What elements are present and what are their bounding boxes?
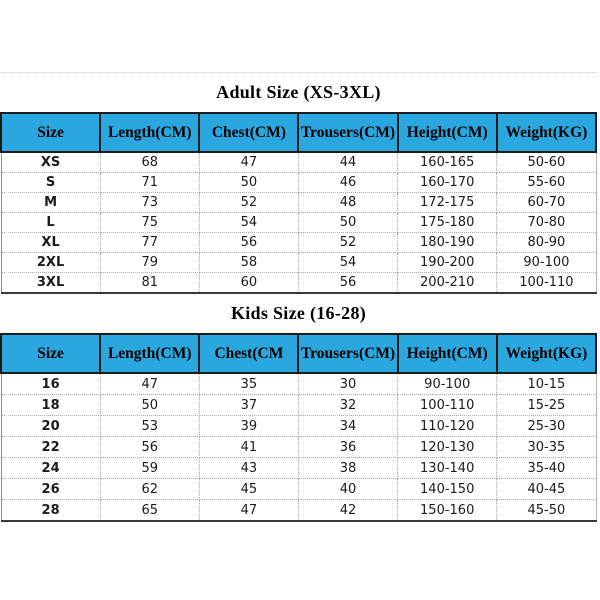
size-value: 39 — [199, 416, 298, 437]
size-value: 30 — [298, 373, 397, 395]
size-chart — [0, 72, 597, 522]
size-value: 47 — [199, 152, 298, 173]
adult-size-title: Adult Size (XS-3XL) — [0, 73, 597, 112]
size-value: 100-110 — [497, 273, 596, 294]
size-value: 41 — [199, 437, 298, 458]
size-label: 18 — [1, 395, 100, 416]
table-row — [1, 152, 596, 173]
size-value: 71 — [100, 173, 199, 193]
size-label: 16 — [1, 373, 100, 395]
size-value: 62 — [100, 479, 199, 500]
size-value: 32 — [298, 395, 397, 416]
table-row — [1, 233, 596, 253]
size-value: 52 — [298, 233, 397, 253]
size-label: S — [1, 173, 100, 193]
size-label: M — [1, 193, 100, 213]
adult-size-table — [0, 112, 597, 294]
column-header-chest-cm: Chest(CM — [199, 334, 298, 373]
table-row — [1, 395, 596, 416]
size-value: 160-170 — [398, 173, 497, 193]
adult-size-section — [0, 73, 597, 294]
table-row — [1, 479, 596, 500]
size-value: 120-130 — [398, 437, 497, 458]
size-value: 42 — [298, 500, 397, 522]
table-row — [1, 458, 596, 479]
kids-size-table — [0, 333, 597, 522]
table-row — [1, 253, 596, 273]
size-value: 80-90 — [497, 233, 596, 253]
size-value: 44 — [298, 152, 397, 173]
size-value: 50-60 — [497, 152, 596, 173]
size-value: 35-40 — [497, 458, 596, 479]
size-value: 45-50 — [497, 500, 596, 522]
kids-size-title: Kids Size (16-28) — [0, 294, 597, 333]
size-label: 26 — [1, 479, 100, 500]
column-header-size: Size — [1, 334, 100, 373]
size-label: 28 — [1, 500, 100, 522]
size-value: 38 — [298, 458, 397, 479]
size-value: 79 — [100, 253, 199, 273]
size-label: XL — [1, 233, 100, 253]
size-value: 100-110 — [398, 395, 497, 416]
column-header-height-cm: Height(CM) — [398, 113, 497, 152]
size-label: 3XL — [1, 273, 100, 294]
size-value: 56 — [100, 437, 199, 458]
size-label: XS — [1, 152, 100, 173]
size-label: 20 — [1, 416, 100, 437]
size-value: 46 — [298, 173, 397, 193]
size-value: 47 — [100, 373, 199, 395]
size-value: 90-100 — [398, 373, 497, 395]
size-value: 54 — [199, 213, 298, 233]
size-label: 22 — [1, 437, 100, 458]
size-value: 81 — [100, 273, 199, 294]
size-value: 50 — [199, 173, 298, 193]
table-row — [1, 193, 596, 213]
column-header-chest-cm: Chest(CM) — [199, 113, 298, 152]
size-label: L — [1, 213, 100, 233]
table-row — [1, 500, 596, 522]
size-value: 35 — [199, 373, 298, 395]
size-value: 40-45 — [497, 479, 596, 500]
size-value: 50 — [298, 213, 397, 233]
column-header-height-cm: Height(CM) — [398, 334, 497, 373]
size-value: 34 — [298, 416, 397, 437]
kids-size-section — [0, 294, 597, 522]
size-value: 140-150 — [398, 479, 497, 500]
size-value: 160-165 — [398, 152, 497, 173]
size-value: 50 — [100, 395, 199, 416]
size-value: 56 — [199, 233, 298, 253]
table-row — [1, 273, 596, 294]
size-value: 200-210 — [398, 273, 497, 294]
size-value: 65 — [100, 500, 199, 522]
size-value: 30-35 — [497, 437, 596, 458]
size-value: 60-70 — [497, 193, 596, 213]
table-row — [1, 173, 596, 193]
size-value: 110-120 — [398, 416, 497, 437]
size-value: 77 — [100, 233, 199, 253]
size-value: 90-100 — [497, 253, 596, 273]
size-value: 36 — [298, 437, 397, 458]
column-header-trousers-cm: Trousers(CM) — [298, 334, 397, 373]
header-row — [1, 334, 596, 373]
column-header-length-cm: Length(CM) — [100, 113, 199, 152]
size-value: 47 — [199, 500, 298, 522]
header-row — [1, 113, 596, 152]
column-header-weight-kg: Weight(KG) — [497, 334, 596, 373]
size-value: 55-60 — [497, 173, 596, 193]
size-label: 2XL — [1, 253, 100, 273]
size-value: 180-190 — [398, 233, 497, 253]
size-value: 175-180 — [398, 213, 497, 233]
size-value: 172-175 — [398, 193, 497, 213]
column-header-length-cm: Length(CM) — [100, 334, 199, 373]
size-value: 37 — [199, 395, 298, 416]
size-value: 70-80 — [497, 213, 596, 233]
table-row — [1, 437, 596, 458]
size-value: 25-30 — [497, 416, 596, 437]
table-row — [1, 373, 596, 395]
size-value: 56 — [298, 273, 397, 294]
size-value: 15-25 — [497, 395, 596, 416]
size-value: 52 — [199, 193, 298, 213]
column-header-size: Size — [1, 113, 100, 152]
size-value: 73 — [100, 193, 199, 213]
size-value: 59 — [100, 458, 199, 479]
size-value: 150-160 — [398, 500, 497, 522]
table-row — [1, 213, 596, 233]
column-header-trousers-cm: Trousers(CM) — [298, 113, 397, 152]
size-label: 24 — [1, 458, 100, 479]
size-value: 60 — [199, 273, 298, 294]
size-value: 53 — [100, 416, 199, 437]
size-value: 68 — [100, 152, 199, 173]
size-value: 190-200 — [398, 253, 497, 273]
table-row — [1, 416, 596, 437]
size-value: 40 — [298, 479, 397, 500]
size-value: 10-15 — [497, 373, 596, 395]
size-value: 54 — [298, 253, 397, 273]
size-value: 75 — [100, 213, 199, 233]
size-value: 45 — [199, 479, 298, 500]
size-value: 43 — [199, 458, 298, 479]
column-header-weight-kg: Weight(KG) — [497, 113, 596, 152]
size-value: 58 — [199, 253, 298, 273]
size-value: 130-140 — [398, 458, 497, 479]
size-value: 48 — [298, 193, 397, 213]
